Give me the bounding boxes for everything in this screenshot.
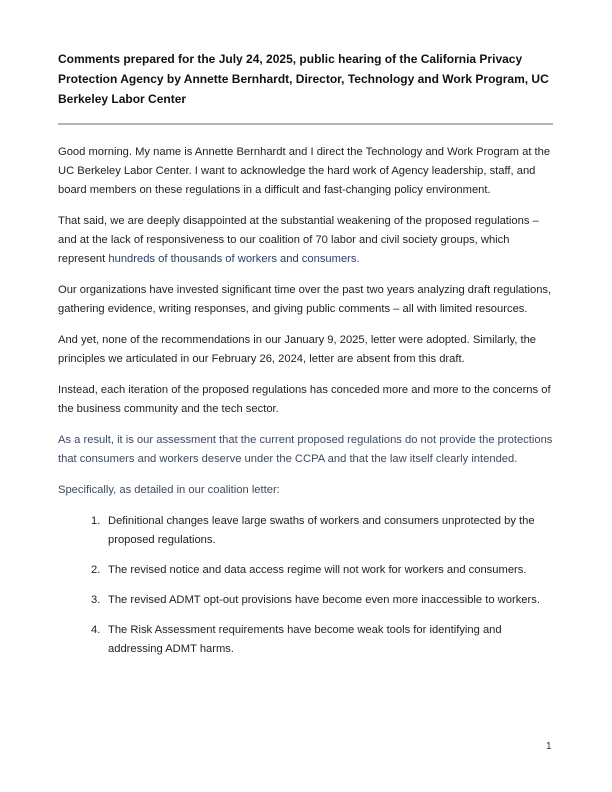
paragraph-disappointment-tail: hundreds of thousands of workers and consumers. (108, 253, 360, 265)
list-item (58, 561, 558, 580)
list-item-number: 1. (91, 515, 101, 527)
list-item-number: 4. (91, 624, 101, 636)
paragraph-recommendations: And yet, none of the recommendations in our January 9, 2025, letter were adopted. Similarly, the principles we articulated in our February 26, 2024, letter are absent from this draft. (58, 334, 537, 365)
list-item-number: 3. (91, 594, 101, 606)
paragraph-specifically: Specifically, as detailed in our coalition letter: (58, 484, 280, 496)
document-heading: Comments prepared for the July 24, 2025, public hearing of the California Privacy Protection Agency by Annette Bernhardt, Director, Technology and Work Program, UC Berkeley Labor Center (58, 52, 549, 106)
list-item-text: Definitional changes leave large swaths of workers and consumers unprotected by the proposed regulations. (108, 515, 535, 546)
list-item-text: The revised notice and data access regime will not work for workers and consumers. (108, 564, 527, 576)
paragraph-disappointment-text: That said, we are deeply disappointed at the substantial weakening of the proposed regulations – and at the lack of responsiveness to our coalition of 70 labor and civil society groups, which represent (58, 215, 539, 265)
paragraph-disappointment (58, 212, 558, 269)
list-item-number: 2. (91, 564, 101, 576)
paragraph-organizations: Our organizations have invested significant time over the past two years analyzing draft regulations, gathering evidence, writing responses, and giving public comments – all with limited resources. (58, 284, 552, 315)
list-item (58, 591, 558, 610)
harms-list (58, 512, 558, 659)
list-item (58, 512, 558, 550)
heading-divider (58, 123, 553, 125)
paragraph-iterations: Instead, each iteration of the proposed regulations has conceded more and more to the concerns of the business community and the tech sector. (58, 384, 551, 415)
document-body (58, 143, 558, 670)
paragraph-assessment: As a result, it is our assessment that the current proposed regulations do not provide the protections that consumers and workers deserve under the CCPA and that the law itself clearly intended. (58, 434, 553, 465)
paragraph-intro: Good morning. My name is Annette Bernhardt and I direct the Technology and Work Program at the UC Berkeley Labor Center. I want to acknowledge the hard work of Agency leadership, staff, and board members on these regulations in a difficult and fast-changing policy environment. (58, 146, 551, 196)
list-item (58, 621, 558, 659)
list-item-text: The revised ADMT opt-out provisions have become even more inaccessible to workers. (108, 594, 540, 606)
list-item-text: The Risk Assessment requirements have become weak tools for identifying and addressing ADMT harms. (108, 624, 502, 655)
page-number: 1 (546, 741, 552, 752)
